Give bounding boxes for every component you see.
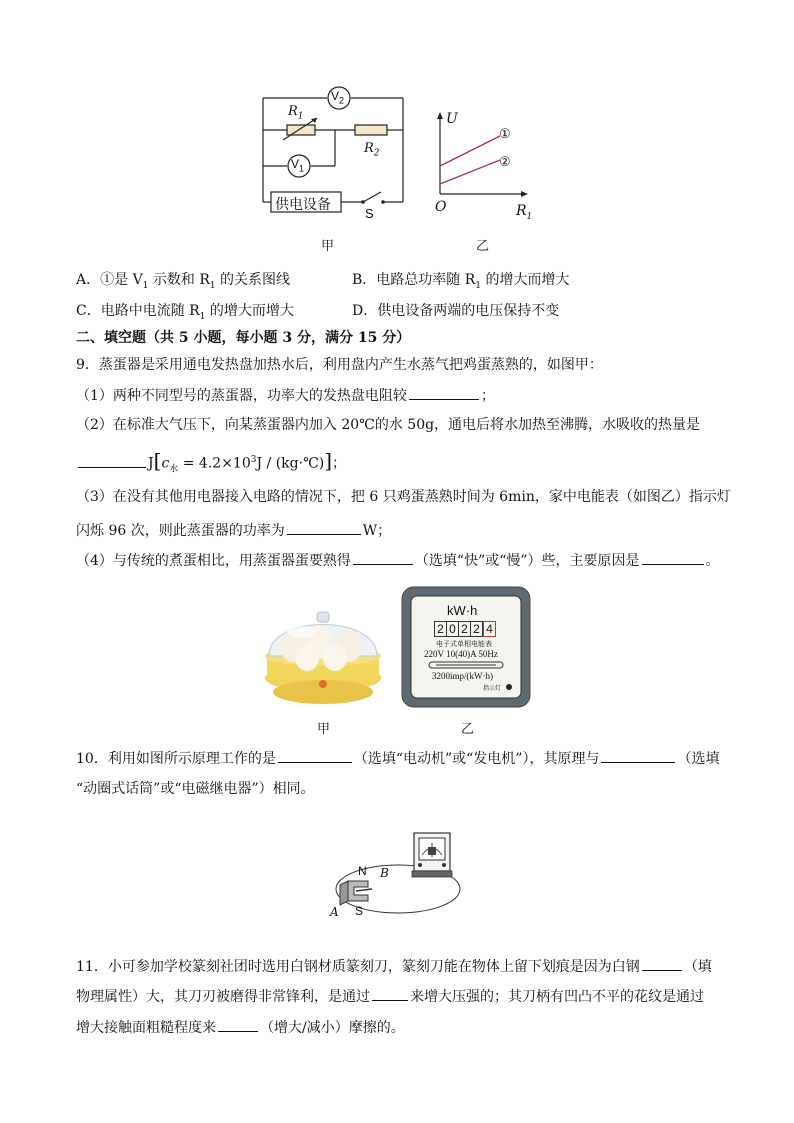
meter-line2: 220V 10(40)A 50Hz <box>424 649 498 659</box>
q9-part3-cont: 闪烁 96 次，则此蒸蛋器的功率为 W； <box>76 520 391 541</box>
option-c: C．电路中电流随 $R_1$ 的增大而增大 <box>76 303 294 322</box>
q9-part3: （3）在没有其他用电器接入电路的情况下，把 6 只鸡蛋蒸熟时间为 6min，家中电能表（如图乙）指示灯 <box>76 489 731 505</box>
switch-label: S <box>365 206 374 221</box>
option-a: A．①是 $V_1$ 示数和 $R_1$ 的关系图线 <box>76 272 291 291</box>
q9-part2-cont: $J[c_水 = 4.2\times 10^3J$ / (kg·℃)]； <box>76 450 346 479</box>
egg-steamer-image <box>261 594 385 710</box>
q9-part1: （1）两种不同型号的蒸蛋器，功率大的发热盘电阻较 ； <box>76 385 495 406</box>
option-d: D．供电设备两端的电压保持不变 <box>352 303 560 319</box>
section-title: 二、填空题（共 5 小题，每小题 3 分，满分 15 分） <box>76 330 411 346</box>
rheostat-r1-icon <box>287 125 315 135</box>
graph-x-label: $R_1$ <box>516 203 533 222</box>
u-r-graph <box>430 110 530 200</box>
meter-line4: 指示灯 <box>483 685 502 692</box>
point-a-label: A <box>330 905 339 919</box>
meter-digits <box>434 621 496 637</box>
answer-blank[interactable] <box>278 748 352 763</box>
electromagnetic-induction-figure <box>326 823 466 919</box>
q10-line1: 10．利用如图所示原理工作的是 （选填“电动机”或“发电机”），其原理与 （选填 <box>76 748 719 769</box>
fig8-caption-left: 甲 <box>321 239 335 254</box>
graph-line-2 <box>440 160 500 184</box>
fig9-caption-right: 乙 <box>461 722 475 737</box>
graph-line-1 <box>440 136 500 166</box>
v1-label: $V_1$ <box>291 157 305 174</box>
answer-blank[interactable] <box>353 550 413 565</box>
meter-line3: 3200imp/(kW·h) <box>432 671 493 681</box>
answer-blank[interactable] <box>409 385 479 400</box>
answer-blank[interactable] <box>601 748 675 763</box>
q11-line2: 物理属性）大，其刀刃被磨得非常锋利，是通过 来增大压强的；其刀柄有凹凸不平的花纹是通过 <box>76 986 704 1007</box>
option-b: B．电路总功率随 $R_1$ 的增大而增大 <box>352 272 570 291</box>
magnet-s-label: S <box>355 904 364 918</box>
r1-label: $R_1$ <box>288 104 304 122</box>
q10-line2: “动圈式话筒”或“电磁继电器”）相同。 <box>76 781 315 797</box>
graph-line1-label: ① <box>499 127 511 142</box>
q9-part2: （2）在标准大气压下，向某蒸蛋器内加入 20℃的水 50g，通电后将水加热至沸腾，水吸收的热量是 <box>76 417 701 433</box>
answer-blank[interactable] <box>642 550 704 565</box>
fig9-caption-left: 甲 <box>317 722 331 737</box>
v2-label: $V_2$ <box>331 89 345 106</box>
q11-line3: 增大接触面粗糙程度来 （增大/减小）摩擦的。 <box>76 1017 405 1038</box>
graph-line2-label: ② <box>499 155 511 170</box>
meter-digit: 2 <box>434 621 447 637</box>
meter-digit: 4 <box>483 621 496 637</box>
meter-digit: 2 <box>459 621 471 637</box>
r2-label: $R_2$ <box>364 141 380 159</box>
magnet-n-label: N <box>358 864 367 878</box>
answer-blank[interactable] <box>642 956 682 971</box>
meter-unit: kW·h <box>447 603 478 618</box>
answer-blank[interactable] <box>372 986 408 1001</box>
power-supply-label: 供电设备 <box>275 197 331 213</box>
resistor-r2-icon <box>355 125 387 135</box>
answer-blank[interactable] <box>78 453 146 468</box>
graph-origin-label: O <box>435 199 447 215</box>
answer-blank[interactable] <box>287 520 361 535</box>
graph-y-label: U <box>446 111 458 127</box>
point-b-label: B <box>380 866 389 880</box>
meter-indicator-icon <box>506 684 512 690</box>
meter-pulse-bar <box>428 661 504 669</box>
meter-digit: 2 <box>471 621 483 637</box>
q11-line1: 11．小可参加学校篆刻社团时选用白钢材质篆刻刀，篆刻刀能在物体上留下划痕是因为白钢 （填 <box>76 956 712 977</box>
meter-digit: 0 <box>447 621 459 637</box>
meter-line1: 电子式单相电能表 <box>436 640 492 648</box>
q9-part4: （4）与传统的煮蛋相比，用蒸蛋器蛋要熟得 （选填“快”或“慢”）些，主要原因是 。 <box>76 550 720 571</box>
answer-blank[interactable] <box>218 1017 258 1032</box>
q9-stem: 9．蒸蛋器是采用通电发热盘加热水后，利用盘内产生水蒸气把鸡蛋蒸熟的，如图甲： <box>76 357 603 373</box>
fig8-caption-right: 乙 <box>476 239 490 254</box>
